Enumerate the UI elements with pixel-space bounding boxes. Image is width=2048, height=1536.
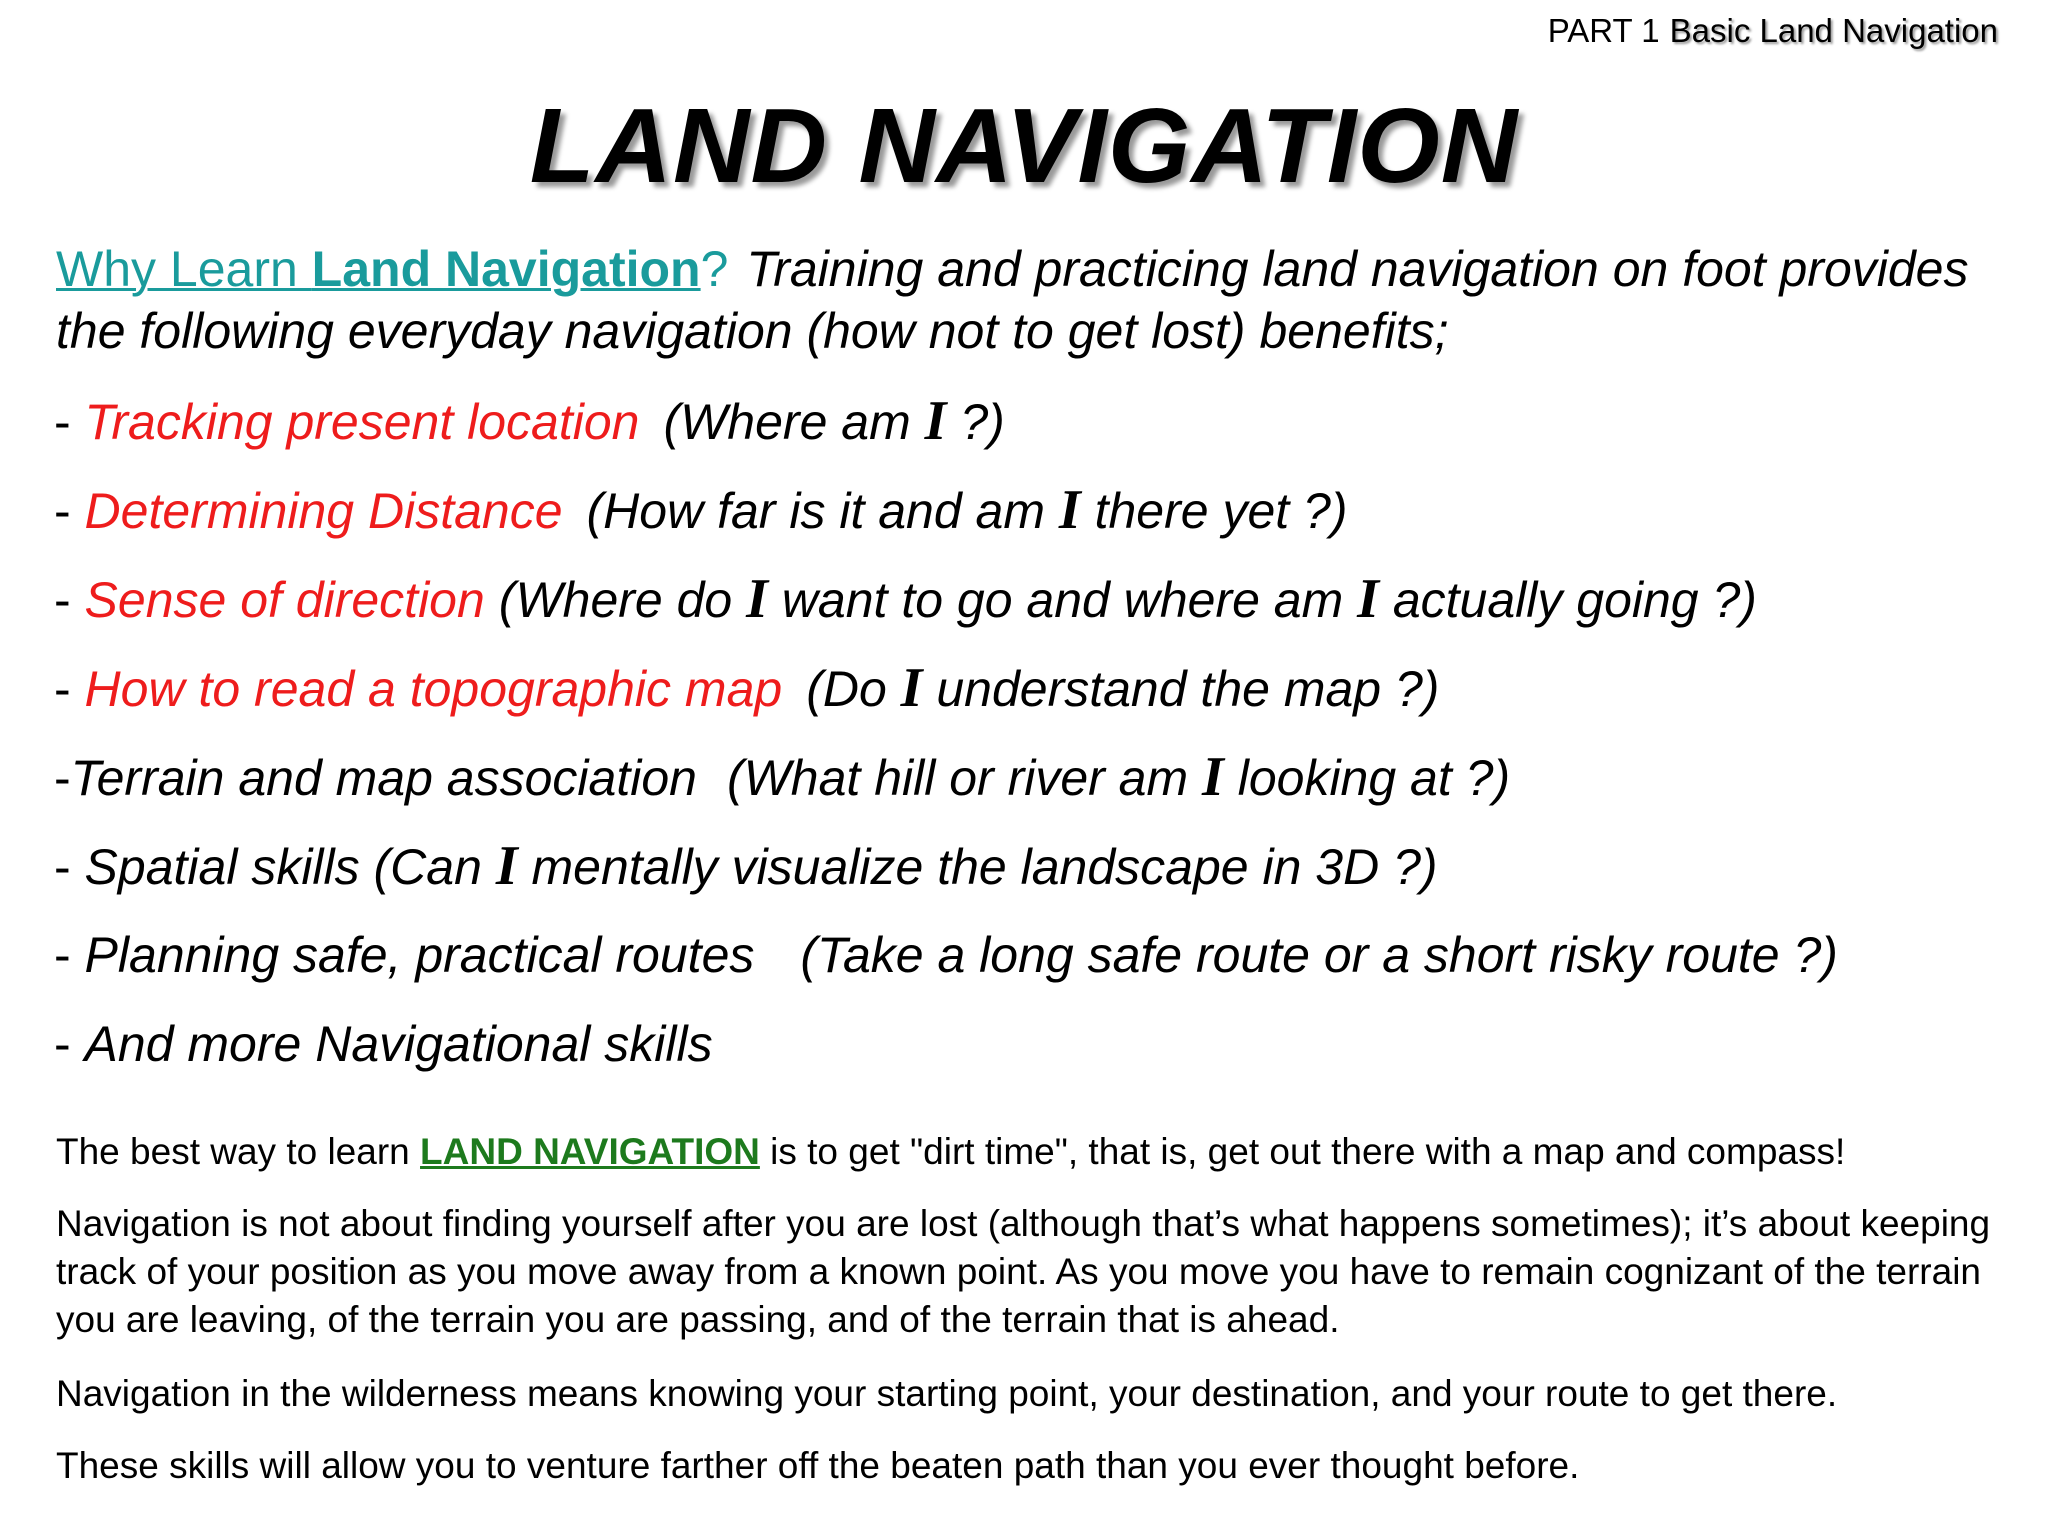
section-subtitle: Basic Land Navigation xyxy=(1669,12,1998,49)
list-item-planning-routes: - Planning safe, practical routes (Take a long safe route or a short risky route ?) xyxy=(54,927,1838,983)
intro-text: Training and practicing land navigation on foot provides the following everyday navigation (how not to get lost) benefits; xyxy=(56,241,1969,359)
part-label: PART 1 xyxy=(1547,12,1660,49)
land-navigation-link[interactable]: LAND NAVIGATION xyxy=(420,1131,760,1172)
page-title: LAND NAVIGATION xyxy=(529,87,1519,205)
list-item-terrain-map-association: -Terrain and map association (What hill or river am I looking at ?) xyxy=(54,746,1511,808)
intro-paragraph xyxy=(56,238,2016,362)
list-item-determining-distance: - Determining Distance (How far is it and am I there yet ?) xyxy=(54,479,1348,541)
slide-header xyxy=(1548,12,1998,50)
paragraph-wilderness: Navigation in the wilderness means knowing your starting point, your destination, and your route to get there. xyxy=(56,1373,1838,1414)
paragraph-venture-farther: These skills will allow you to venture farther off the beaten path than you ever thought before. xyxy=(56,1445,1580,1486)
question-mark: ? xyxy=(700,241,729,297)
list-item-more-skills: - And more Navigational skills xyxy=(54,1016,713,1072)
list-item-tracking-location: - Tracking present location (Where am I ?) xyxy=(54,390,1005,452)
why-learn-link[interactable]: Why Learn Land Navigation xyxy=(56,241,701,297)
list-item-sense-of-direction: - Sense of direction (Where do I want to go and where am I actually going ?) xyxy=(54,568,1757,630)
paragraph-keeping-track: Navigation is not about finding yourself after you are lost (although that’s what happens sometimes); it’s about keeping track of your position as you move away from a known point. As you move you have to remain cognizant of the terrain you are leaving, of the terrain you are passing, and of the terrain that is ahead. xyxy=(56,1203,1991,1340)
benefits-list xyxy=(54,386,2034,1098)
list-item-spatial-skills: - Spatial skills (Can I mentally visualize the landscape in 3D ?) xyxy=(54,835,1438,897)
list-item-read-topographic-map: - How to read a topographic map (Do I understand the map ?) xyxy=(54,657,1440,719)
paragraph-dirt-time: The best way to learn LAND NAVIGATION is to get "dirt time", that is, get out there with a map and compass! xyxy=(56,1131,1846,1172)
